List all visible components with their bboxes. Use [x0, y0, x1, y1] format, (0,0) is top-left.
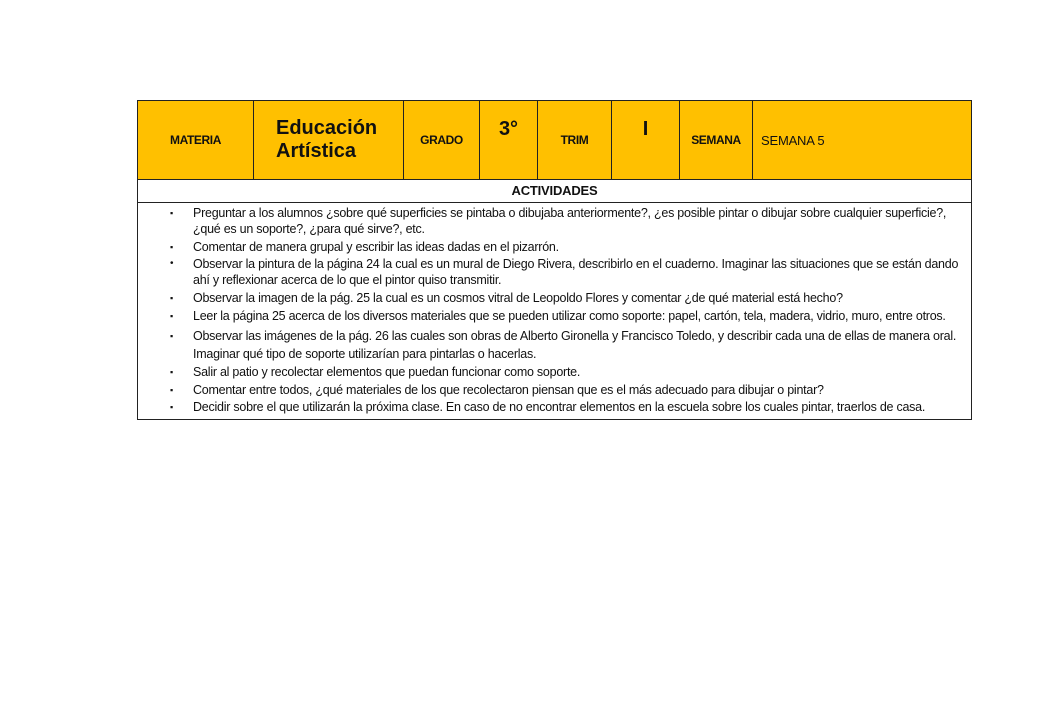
materia-cell: [138, 101, 254, 179]
materia-label: MATERIA: [170, 133, 221, 147]
activity-item: [138, 290, 959, 306]
activity-text: Comentar entre todos, ¿qué materiales de los que recolectaron piensan que es el más adecuado para dibujar o pintar?: [193, 382, 824, 397]
activity-text: Comentar de manera grupal y escribir las ideas dadas en el pizarrón.: [193, 239, 559, 254]
trim-cell: [538, 101, 612, 179]
activity-item: [138, 399, 959, 415]
semana-cell: [680, 101, 753, 179]
semana-label: SEMANA: [691, 133, 741, 147]
square-bullet-icon: ▪: [170, 311, 173, 321]
square-bullet-icon: ▪: [170, 292, 173, 303]
square-bullet-icon: ▪: [170, 241, 173, 252]
square-bullet-icon: ▪: [170, 330, 173, 341]
square-bullet-icon: ▪: [170, 367, 173, 377]
activity-item: [138, 205, 959, 237]
activity-text: Salir al patio y recolectar elementos que puedan funcionar como soporte.: [193, 365, 581, 379]
square-bullet-icon: ▪: [170, 208, 173, 218]
grado-label: GRADO: [420, 133, 463, 147]
subject-value: Educación Artística: [276, 117, 378, 162]
activity-text: Observar la imagen de la pág. 25 la cual es un cosmos vitral de Leopoldo Flores y comentar ¿de qué material está hecho?: [193, 290, 843, 305]
activity-text: Leer la página 25 acerca de los diversos materiales que se pueden utilizar como soporte: papel, cartón, tela, madera, vidrio, muro, entre otros.: [193, 309, 946, 323]
activities-list: [138, 203, 971, 419]
trim-value: I: [642, 117, 649, 140]
subject-cell: [254, 101, 404, 179]
trim-value-cell: [612, 101, 680, 179]
activity-text: Observar la pintura de la página 24 la cual es un mural de Diego Rivera, describirlo en el cuaderno. Imaginar las situaciones que se están dando ahí y reflexionar acerca de lo que el pintor quiso transmitir.: [193, 257, 959, 287]
grado-cell: [404, 101, 480, 179]
activity-item: [138, 307, 959, 325]
semana-value-cell: [753, 101, 971, 179]
round-bullet-icon: •: [170, 258, 174, 269]
activity-item: [138, 364, 959, 380]
activity-item: [138, 239, 959, 255]
grado-value: 3°: [498, 117, 519, 140]
square-bullet-icon: ▪: [170, 402, 173, 412]
square-bullet-icon: ▪: [170, 384, 173, 395]
header-row: [138, 101, 971, 180]
activities-title: ACTIVIDADES: [138, 180, 971, 203]
activity-item: [138, 256, 959, 288]
activity-item: [138, 382, 959, 398]
activity-text: Observar las imágenes de la pág. 26 las cuales son obras de Alberto Gironella y Francisco Toledo, y describir cada una de ellas de manera oral. Imaginar qué tipo de soporte utilizarían para pintarlas o hacerlas.: [193, 328, 957, 361]
activity-text: Preguntar a los alumnos ¿sobre qué superficies se pintaba o dibujaba anteriormente?, ¿es posible pintar o dibujar sobre cualquier superficie?, ¿qué es un soporte?, ¿para qué sirve?, etc.: [193, 206, 947, 236]
semana-value: SEMANA 5: [761, 132, 825, 148]
activity-text: Decidir sobre el que utilizarán la próxima clase. En caso de no encontrar elementos en la escuela sobre los cuales pintar, traerlos de casa.: [193, 400, 926, 414]
activity-item: [138, 327, 959, 363]
grado-value-cell: [480, 101, 538, 179]
planning-table: [137, 100, 972, 420]
trim-label: TRIM: [560, 133, 589, 147]
